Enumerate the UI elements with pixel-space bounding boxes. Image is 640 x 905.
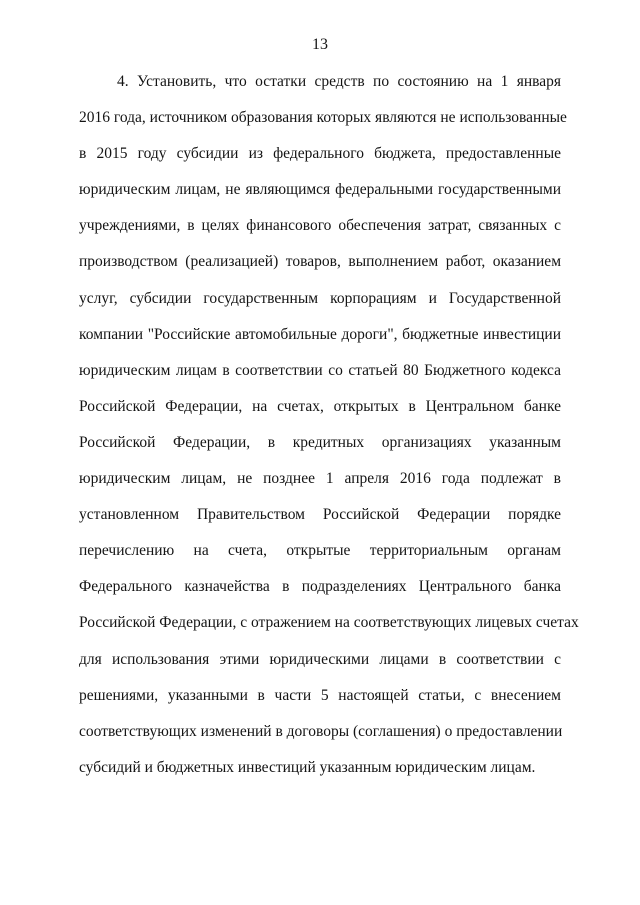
paragraph-line: Российской Федерации, в кредитных организациях указанным — [79, 433, 561, 451]
paragraph-line: производством (реализацией) товаров, выполнением работ, оказанием — [79, 253, 561, 271]
paragraph-line: юридическим лицам, не являющимся федеральными государственными — [79, 181, 561, 199]
paragraph-line: соответствующих изменений в договоры (соглашения) о предоставлении — [79, 722, 563, 740]
page-number: 13 — [312, 36, 328, 53]
paragraph-line: Федерального казначейства в подразделениях Центрального банка — [79, 578, 561, 596]
paragraph-line: Российской Федерации, на счетах, открытых в Центральном банке — [79, 397, 561, 415]
paragraph-line: в 2015 году субсидии из федерального бюджета, предоставленные — [79, 145, 561, 163]
paragraph-line: учреждениями, в целях финансового обеспечения затрат, связанных с — [79, 217, 561, 235]
paragraph-line: перечислению на счета, открытые территориальным органам — [79, 542, 561, 560]
paragraph-line: услуг, субсидии государственным корпорациям и Государственной — [79, 289, 561, 307]
paragraph-line: юридическим лицам в соответствии со статьей 80 Бюджетного кодекса — [79, 361, 561, 379]
paragraph-line: Российской Федерации, с отражением на соответствующих лицевых счетах — [79, 614, 579, 632]
paragraph-line: установленном Правительством Российской Федерации порядке — [79, 506, 561, 524]
paragraph-line: компании "Российские автомобильные дороги", бюджетные инвестиции — [79, 325, 561, 343]
paragraph-line: решениями, указанными в части 5 настоящей статьи, с внесением — [79, 686, 561, 704]
paragraph-line: юридическим лицам, не позднее 1 апреля 2016 года подлежат в — [79, 470, 561, 488]
paragraph-line: 2016 года, источником образования которых являются не использованные — [79, 109, 567, 127]
paragraph-line: 4. Установить, что остатки средств по состоянию на 1 января — [117, 73, 561, 90]
paragraph-line: субсидий и бюджетных инвестиций указанным юридическим лицам. — [79, 758, 536, 776]
paragraph-line: для использования этими юридическими лицами в соответствии с — [79, 650, 561, 668]
paragraph-4 — [79, 72, 579, 794]
